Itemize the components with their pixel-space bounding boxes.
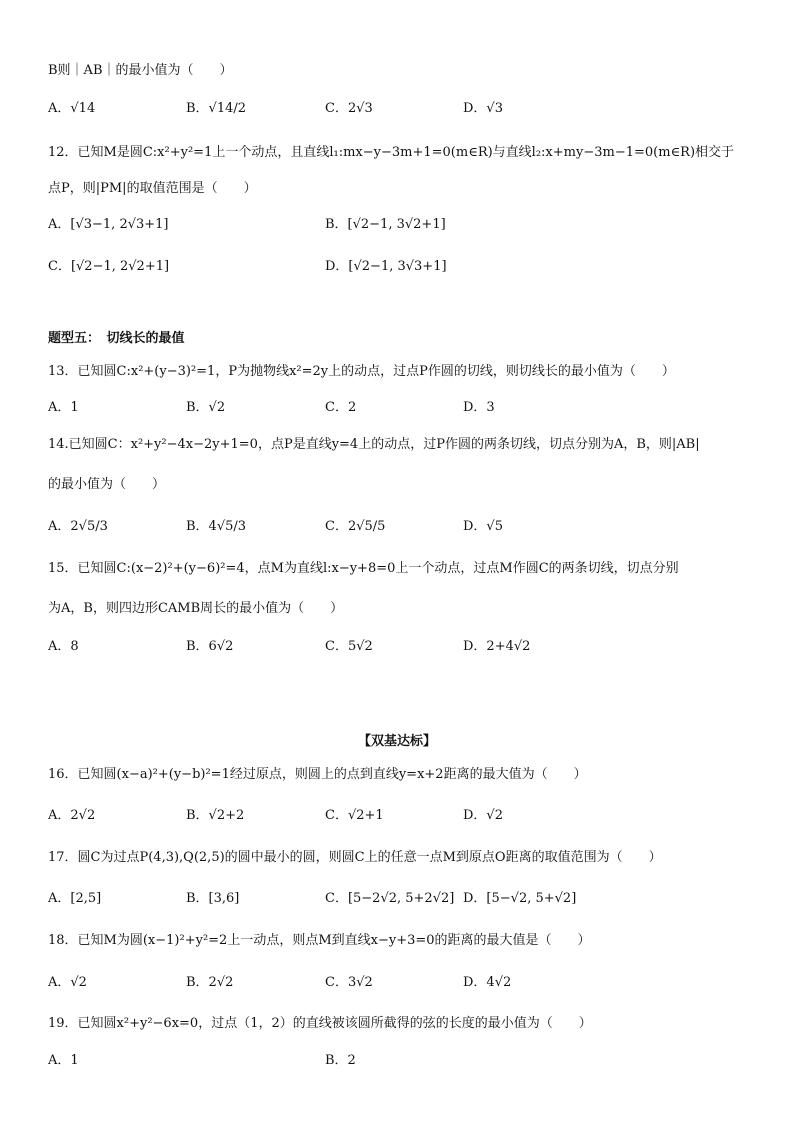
q11-option-d[interactable]: D．√3 xyxy=(463,101,503,116)
q11-stem-fragment: B则｜AB｜的最小值为（ ） xyxy=(48,63,233,78)
q17-stem: 17．圆C为过点P(4,3),Q(2,5)的圆中最小的圆，则圆C上的任意一点M到原点O距离的取值范围为（ ） xyxy=(48,850,662,865)
q12-options-row1 xyxy=(48,216,748,246)
q11-option-c[interactable]: C．2√3 xyxy=(325,101,373,116)
q17-options xyxy=(48,890,748,920)
q14-stem: 14.已知圆C：x²+y²−4x−2y+1=0，点P是直线y=4上的动点，过P作圆的两条切线，切点分别为A，B，则|AB| xyxy=(48,437,700,452)
q14-option-a[interactable]: A．2√5/3 xyxy=(48,519,108,534)
q16-stem: 16．已知圆(x−a)²+(y−b)²=1经过原点，则圆上的点到直线y=x+2距离的最大值为（ ） xyxy=(48,767,587,782)
section-basic-heading: 【双基达标】 xyxy=(357,734,436,749)
q13-option-b[interactable]: B．√2 xyxy=(186,400,226,415)
q18-option-d[interactable]: D．4√2 xyxy=(463,975,512,990)
q16-option-a[interactable]: A．2√2 xyxy=(48,808,96,823)
q12-stem-line2: 点P，则|PM|的取值范围是（ ） xyxy=(48,181,257,196)
q13-option-a[interactable]: A．1 xyxy=(48,400,79,415)
q17-option-a[interactable]: A．[2,5] xyxy=(48,891,102,906)
q14-option-b[interactable]: B．4√5/3 xyxy=(186,519,247,534)
q14-option-d[interactable]: D．√5 xyxy=(463,519,503,534)
q19-option-b[interactable]: B．2 xyxy=(325,1053,356,1068)
q16-option-d[interactable]: D．√2 xyxy=(463,808,503,823)
q18-option-a[interactable]: A．√2 xyxy=(48,975,87,990)
section-5-heading: 题型五： 切线长的最值 xyxy=(48,331,185,346)
q12-options-row2 xyxy=(48,258,748,288)
q14-options xyxy=(48,518,748,548)
q14-option-c[interactable]: C．2√5/5 xyxy=(325,519,386,534)
q19-option-a[interactable]: A．1 xyxy=(48,1053,79,1068)
q15-option-a[interactable]: A．8 xyxy=(48,639,79,654)
q13-stem: 13．已知圆C:x²+(y−3)²=1，P为抛物线x²=2y上的动点，过点P作圆的切线，则切线长的最小值为（ ） xyxy=(48,364,675,379)
q11-option-b[interactable]: B．√14/2 xyxy=(186,101,247,116)
q15-options xyxy=(48,638,748,668)
q12-option-c[interactable]: C．[√2−1, 2√2+1] xyxy=(48,259,170,274)
q14-stem-line2: 的最小值为（ ） xyxy=(48,477,166,492)
q15-stem: 15．已知圆C:(x−2)²+(y−6)²=4，点M为直线l:x−y+8=0上一个动点，过点M作圆C的两条切线，切点分别 xyxy=(48,561,679,576)
q13-options xyxy=(48,399,748,429)
q12-option-d[interactable]: D．[√2−1, 3√3+1] xyxy=(325,259,447,274)
q18-option-c[interactable]: C．3√2 xyxy=(325,975,373,990)
q16-option-b[interactable]: B．√2+2 xyxy=(186,808,245,823)
q19-stem: 19．已知圆x²+y²−6x=0，过点（1，2）的直线被该圆所截得的弦的长度的最小值为（ ） xyxy=(48,1016,592,1031)
q18-option-b[interactable]: B．2√2 xyxy=(186,975,234,990)
q15-option-d[interactable]: D．2+4√2 xyxy=(463,639,531,654)
q11-option-a[interactable]: A．√14 xyxy=(48,101,96,116)
q15-stem-line2: 为A，B，则四边形CAMB周长的最小值为（ ） xyxy=(48,601,344,616)
q16-option-c[interactable]: C．√2+1 xyxy=(325,808,384,823)
q17-option-c[interactable]: C．[5−2√2, 5+2√2] xyxy=(325,891,455,906)
q13-option-d[interactable]: D．3 xyxy=(463,400,495,415)
q16-options xyxy=(48,807,748,837)
q19-options xyxy=(48,1052,748,1082)
q13-option-c[interactable]: C．2 xyxy=(325,400,357,415)
q17-option-d[interactable]: D．[5−√2, 5+√2] xyxy=(463,891,577,906)
q12-option-a[interactable]: A．[√3−1, 2√3+1] xyxy=(48,217,169,232)
q15-option-b[interactable]: B．6√2 xyxy=(186,639,234,654)
q18-options xyxy=(48,974,748,1004)
q18-stem: 18．已知M为圆(x−1)²+y²=2上一动点，则点M到直线x−y+3=0的距离的最大值是（ ） xyxy=(48,933,591,948)
q11-options xyxy=(48,100,748,130)
q15-option-c[interactable]: C．5√2 xyxy=(325,639,373,654)
q17-option-b[interactable]: B．[3,6] xyxy=(186,891,240,906)
q12-option-b[interactable]: B．[√2−1, 3√2+1] xyxy=(325,217,446,232)
q12-stem: 12．已知M是圆C:x²+y²=1上一个动点，且直线l₁:mx−y−3m+1=0(m∈R)与直线l₂:x+my−3m−1=0(m∈R)相交于 xyxy=(48,145,735,160)
